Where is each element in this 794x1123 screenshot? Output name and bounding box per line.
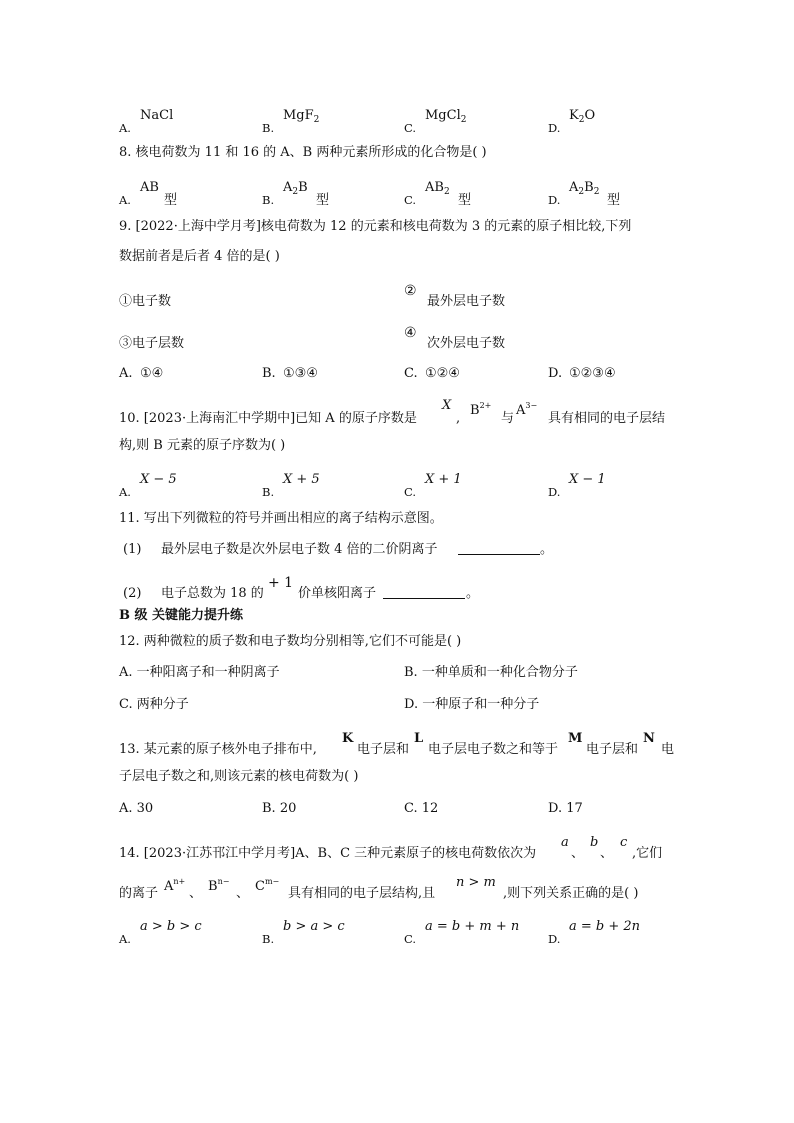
q14-var-a: a	[561, 835, 569, 850]
q9-option-d: ①②③④	[569, 366, 616, 381]
q10-comma: ,	[456, 411, 461, 426]
q13-option-d: D. 17	[548, 801, 583, 816]
q12-option-d: D. 一种原子和一种分子	[404, 697, 540, 712]
q13-option-a: A. 30	[119, 801, 154, 816]
q11-part2-end: 。	[466, 586, 480, 601]
q8-option-a-label: A.	[119, 193, 131, 207]
q14-option-b: b > a > c	[283, 919, 345, 934]
q11-part2-charge: + 1	[268, 575, 294, 591]
q9-question-line1: 9. [2022·上海中学月考]核电荷数为 12 的元素和核电荷数为 3 的元素的原子相比较,下列	[119, 219, 632, 234]
q8-option-c-label: C.	[404, 193, 417, 207]
q11-part1-blank[interactable]	[458, 542, 540, 555]
q8-option-d-label: D.	[548, 193, 561, 207]
q11-part2-number: (2)	[123, 586, 142, 601]
q10-option-c-label: C.	[404, 485, 417, 499]
q8-option-c-suffix: 型	[458, 193, 472, 208]
q14-line2-c: ,则下列关系正确的是( )	[503, 886, 639, 901]
q12-option-c: C. 两种分子	[119, 697, 189, 712]
q10-option-a-label: A.	[119, 485, 131, 499]
q13-option-b: B. 20	[262, 801, 297, 816]
q13-l: L	[414, 731, 424, 746]
q14-ion-b: $B^{n-}$	[208, 877, 230, 894]
q9-item-1: ①电子数	[119, 294, 172, 309]
q13-m: M	[568, 731, 583, 746]
q14-line1-a: 14. [2023·江苏邗江中学月考]A、B、C 三种元素原子的核电荷数依次为	[119, 846, 537, 861]
q13-line1-b: 电子层和	[357, 742, 410, 757]
q13-question-line2: 子层电子数之和,则该元素的核电荷数为( )	[119, 769, 359, 784]
q14-option-c: a = b + m + n	[425, 919, 520, 934]
q8-option-b-formula: $A_2B$	[283, 180, 308, 197]
q10-b-ion: $B^{2+}$	[470, 401, 492, 418]
q14-ion-a: $A^{n+}$	[164, 877, 186, 894]
q9-option-a: ①④	[140, 366, 164, 381]
q9-option-d-label: D.	[548, 366, 563, 381]
q13-line1-e: 电	[661, 742, 675, 757]
q9-item-2-mark: ②	[404, 283, 417, 299]
q9-option-b-label: B.	[262, 366, 276, 381]
q8-option-b-label: B.	[262, 193, 275, 207]
q13-option-c: C. 12	[404, 801, 439, 816]
q13-k: K	[342, 731, 354, 746]
q8-option-b-suffix: 型	[316, 193, 330, 208]
q11-part1-number: (1)	[123, 542, 142, 557]
q8-question: 8. 核电荷数为 11 和 16 的 A、B 两种元素所形成的化合物是( )	[119, 145, 487, 160]
q10-option-c: X + 1	[425, 472, 462, 487]
q14-option-b-label: B.	[262, 932, 275, 946]
q11-question: 11. 写出下列微粒的符号并画出相应的离子结构示意图。	[119, 511, 443, 526]
q13-line1-c: 电子层电子数之和等于	[428, 742, 559, 757]
q14-option-a: a > b > c	[140, 919, 202, 934]
q10-line1-text: 10. [2023·上海南汇中学期中]已知 A 的原子序数是	[119, 411, 417, 426]
q10-option-b: X + 5	[283, 472, 320, 487]
q11-part2-blank[interactable]	[383, 586, 465, 599]
q9-option-a-label: A.	[119, 366, 133, 381]
q12-option-b: B. 一种单质和一种化合物分子	[404, 665, 578, 680]
q11-part2-text-b: 价单核阳离子	[298, 586, 377, 601]
q13-line1-d: 电子层和	[586, 742, 639, 757]
q14-option-d: a = b + 2n	[569, 919, 641, 934]
q7-option-d-formula: $K_2O$	[569, 108, 596, 125]
q11-part1-end: 。	[540, 542, 554, 557]
q14-option-c-label: C.	[404, 932, 417, 946]
q14-sep-4: 、	[236, 886, 250, 901]
q10-line1-end: 具有相同的电子层结	[548, 411, 666, 426]
q8-option-a-formula: AB	[140, 180, 159, 195]
q7-option-c-label: C.	[404, 121, 417, 135]
q14-line1-b: ,它们	[632, 846, 663, 861]
q7-option-c-formula: MgCl$_2$	[425, 108, 467, 125]
q8-option-c-formula: $AB_2$	[425, 180, 450, 197]
q9-option-c-label: C.	[404, 366, 418, 381]
q10-yu: 与	[501, 411, 515, 426]
q9-item-4: 次外层电子数	[427, 336, 506, 351]
q14-var-c: c	[620, 835, 628, 850]
q14-var-b: b	[590, 835, 599, 850]
q10-option-d: X − 1	[569, 472, 606, 487]
q10-option-a: X − 5	[140, 472, 177, 487]
q10-a-ion: $A^{3-}$	[516, 401, 538, 418]
q10-option-d-label: D.	[548, 485, 561, 499]
q9-question-line2: 数据前者是后者 4 倍的是( )	[119, 249, 280, 264]
q14-sep-3: 、	[189, 886, 203, 901]
q10-var-x: X	[442, 398, 452, 413]
q14-ion-c: $C^{m-}$	[255, 877, 280, 894]
q7-option-a-formula: NaCl	[140, 108, 174, 123]
q10-option-b-label: B.	[262, 485, 275, 499]
q12-question: 12. 两种微粒的质子数和电子数均分别相等,它们不可能是( )	[119, 634, 462, 649]
q14-condition: n > m	[456, 875, 496, 890]
q8-option-d-formula: $A_2B_2$	[569, 180, 600, 197]
q11-part2-text-a: 电子总数为 18 的	[161, 586, 264, 601]
q14-sep-1: 、	[571, 846, 585, 861]
q14-option-d-label: D.	[548, 932, 561, 946]
q9-option-c: ①②④	[425, 366, 460, 381]
q9-option-b: ①③④	[283, 366, 318, 381]
q7-option-b-formula: MgF$_2$	[283, 108, 320, 125]
q14-option-a-label: A.	[119, 932, 131, 946]
q9-item-2: 最外层电子数	[427, 294, 506, 309]
section-b-heading: B 级 关键能力提升练	[119, 608, 244, 623]
q7-option-d-label: D.	[548, 121, 561, 135]
q14-sep-2: 、	[600, 846, 614, 861]
q7-option-b-label: B.	[262, 121, 275, 135]
q12-option-a: A. 一种阳离子和一种阴离子	[119, 665, 280, 680]
q9-item-3: ③电子层数	[119, 336, 185, 351]
q10-question-line2: 构,则 B 元素的原子序数为( )	[119, 438, 286, 453]
q14-line2-a: 的离子	[119, 886, 159, 901]
q13-n: N	[643, 731, 655, 746]
q8-option-a-suffix: 型	[164, 193, 178, 208]
q11-part1-text: 最外层电子数是次外层电子数 4 倍的二价阴离子	[161, 542, 438, 557]
q14-line2-b: 具有相同的电子层结构,且	[288, 886, 436, 901]
q8-option-d-suffix: 型	[607, 193, 621, 208]
q7-option-a-label: A.	[119, 121, 131, 135]
q9-item-4-mark: ④	[404, 325, 417, 341]
q13-line1-a: 13. 某元素的原子核外电子排布中,	[119, 742, 317, 757]
